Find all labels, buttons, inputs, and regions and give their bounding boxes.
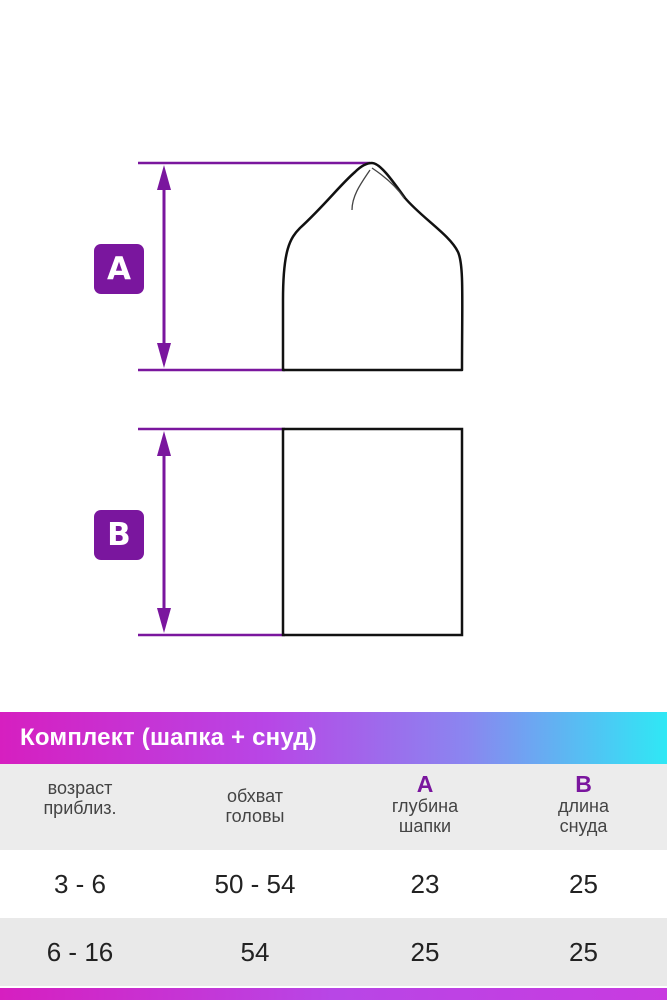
table-header-row: [0, 764, 667, 850]
table-row: [0, 850, 667, 918]
header-head-circumference: обхват головы: [225, 786, 285, 826]
header-letter-b: B: [575, 771, 592, 797]
cell-length: 25: [569, 936, 598, 967]
header-hat-depth: A глубина шапки: [391, 771, 459, 836]
dimension-a-lines: [138, 163, 370, 370]
header-snood-length: B длина снуда: [557, 771, 609, 836]
label-b-badge: B: [94, 510, 144, 560]
set-banner: [0, 712, 667, 764]
header-age: возраст приблиз.: [43, 778, 117, 818]
cell-head: 54: [240, 936, 270, 967]
snood-outline: [283, 429, 462, 635]
label-a-badge: A: [94, 244, 144, 294]
size-table: [0, 764, 667, 986]
cell-depth: 25: [410, 936, 440, 967]
table-row: [0, 918, 667, 986]
cell-length: 25: [569, 868, 598, 899]
banner-title: Комплект (шапка + снуд): [20, 724, 317, 751]
hat-outline: [283, 163, 462, 370]
header-letter-a: A: [416, 771, 434, 797]
cell-depth: 23: [410, 868, 440, 899]
footer-accent-bar: [0, 988, 667, 1000]
cell-age: 3 - 6: [53, 868, 107, 899]
cell-head: 50 - 54: [214, 868, 296, 899]
dimension-b-lines: [138, 429, 285, 635]
cell-age: 6 - 16: [46, 936, 114, 967]
